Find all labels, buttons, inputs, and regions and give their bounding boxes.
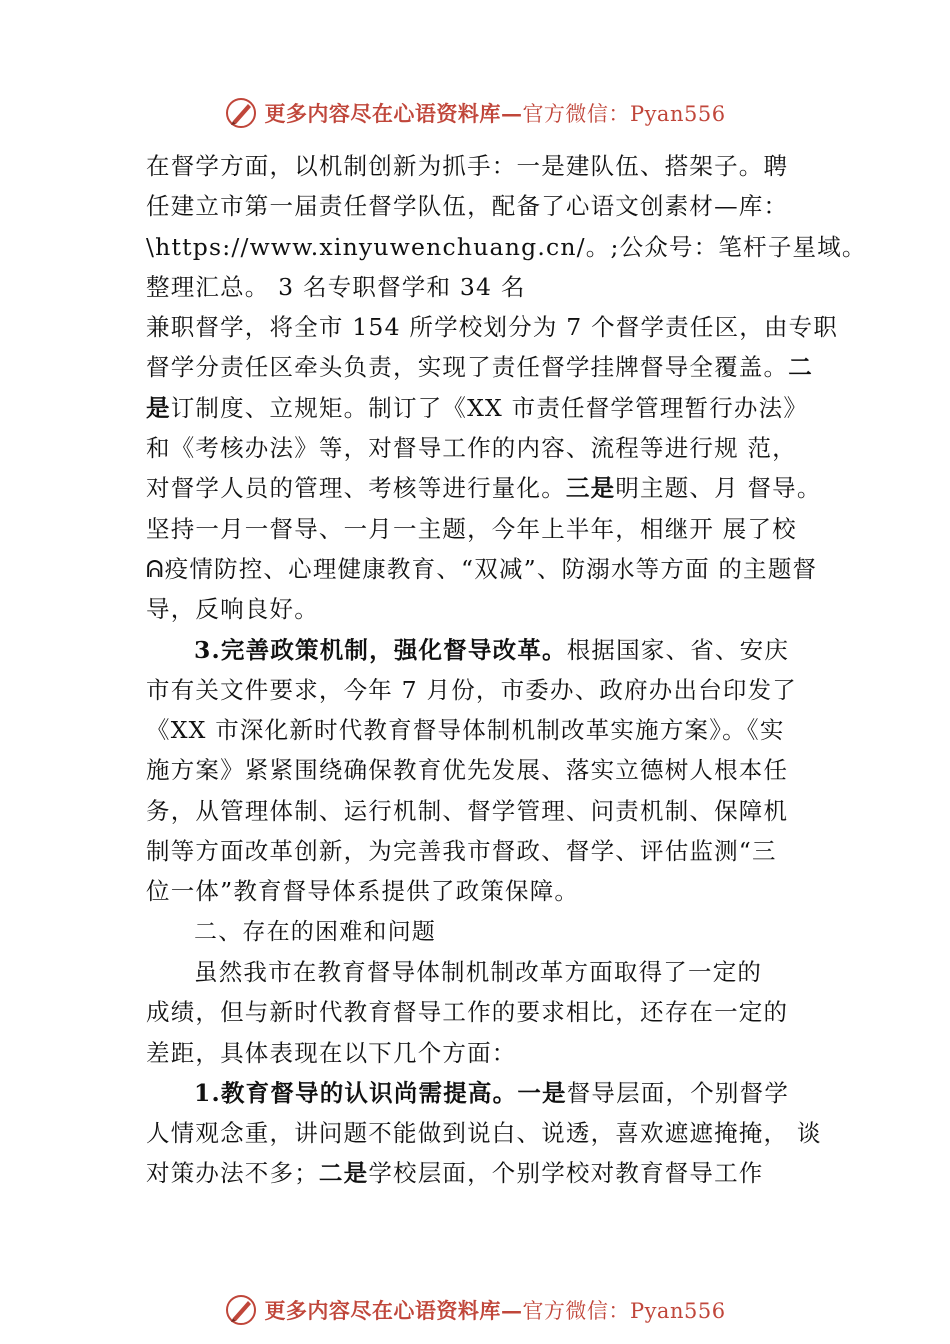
text-run: 市有关文件要求，今年 7 月份，市委办、政府办出台印发了	[146, 675, 797, 704]
text-run: 在督学方面，以机制创新为抓手：一是建队伍、搭架子。聘	[146, 152, 789, 180]
banner-brand: 更多内容尽在心语资料库	[264, 1298, 501, 1323]
bold-run: 三是	[565, 474, 616, 503]
text-line	[146, 871, 846, 911]
header-banner	[0, 93, 950, 133]
text-line	[146, 146, 846, 186]
bold-run: 是	[146, 393, 171, 422]
banner-wechat-id: Pyan556	[629, 1299, 726, 1323]
text-line	[146, 1033, 846, 1073]
text-run: 根据国家、省、安庆	[566, 635, 790, 664]
text-line	[146, 1113, 846, 1153]
text-run: 督学分责任区牵头负责，实现了责任督学挂牌督导全覆盖。	[146, 353, 789, 382]
text-line	[146, 468, 846, 508]
text-line	[146, 952, 846, 992]
text-run: 对策办法不多；	[146, 1159, 319, 1188]
text-line	[146, 549, 846, 589]
text-run: 《XX 市深化新时代教育督导体制机制改革实施方案》。《实	[146, 716, 785, 745]
text-line	[146, 267, 846, 307]
text-line	[146, 630, 846, 670]
banner-brand: 更多内容尽在心语资料库	[264, 101, 501, 126]
text-run: 明主题、月 督导。	[615, 474, 822, 503]
pen-logo-icon	[224, 1293, 258, 1327]
text-run: 兼职督学，将全市 154 所学校划分为 7 个督学责任区，由专职	[146, 313, 839, 342]
text-line	[146, 307, 846, 347]
text-line	[146, 1153, 846, 1193]
text-run: 订制度、立规矩。制订了《XX 市责任督学管理暂行办法》	[170, 393, 809, 422]
text-run: 督导层面，个别督学	[566, 1078, 790, 1107]
text-line	[146, 589, 846, 629]
text-line	[146, 710, 846, 750]
text-line	[146, 1073, 846, 1113]
text-run: ᕱ疫情防控、心理健康教育、“双减”、防溺水等方面 的主题督	[146, 554, 818, 583]
section-heading	[146, 912, 846, 952]
text-run: 制等方面改革创新，为完善我市督政、督学、评估监测“三	[146, 837, 777, 866]
text-run: 整理汇总。 3 名专职督学和 34 名	[146, 272, 526, 301]
bold-run: 3.完善政策机制，强化督导改革。	[194, 635, 567, 664]
pen-logo-icon	[224, 96, 258, 130]
text-line	[146, 509, 846, 549]
text-run: 施方案》紧紧围绕确保教育优先发展、落实立德树人根本任	[146, 756, 789, 785]
text-run: 务，从管理体制、运行机制、督学管理、问责机制、保障机	[146, 796, 789, 825]
text-line	[146, 670, 846, 710]
text-run: \https://www.xinyuwenchuang.cn/。;公众号：笔杆子星域。	[146, 232, 867, 261]
text-line	[146, 227, 867, 267]
document-body	[146, 146, 867, 1194]
bold-run: 二	[788, 353, 813, 382]
text-run: 人情观念重，讲问题不能做到说白、说透，喜欢遮遮掩掩， 谈	[146, 1119, 822, 1148]
text-line	[146, 791, 846, 831]
banner-wechat-label: 官方微信：	[522, 102, 630, 126]
text-run: 差距，具体表现在以下几个方面：	[146, 1038, 517, 1067]
text-run: 对督学人员的管理、考核等进行量化。	[146, 474, 566, 503]
banner-text	[264, 1295, 725, 1325]
banner-dash: —	[500, 1298, 523, 1323]
text-run: 虽然我市在教育督导体制机制改革方面取得了一定的	[194, 957, 763, 986]
banner-wechat-label: 官方微信：	[522, 1299, 630, 1323]
text-line	[146, 347, 846, 387]
text-line	[146, 428, 846, 468]
text-run: 成绩，但与新时代教育督导工作的要求相比，还存在一定的	[146, 998, 789, 1027]
text-run: 导，反响良好。	[146, 595, 319, 624]
banner-wechat-id: Pyan556	[629, 102, 726, 126]
banner-text	[264, 98, 725, 128]
bold-run: 二是	[318, 1159, 369, 1188]
text-line	[146, 186, 846, 226]
text-run: 学校层面，个别学校对教育督导工作	[368, 1159, 764, 1188]
text-run: 坚持一月一督导、一月一主题，今年上半年，相继开 展了校	[146, 514, 797, 543]
text-line	[146, 750, 846, 790]
text-run: 位一体”教育督导体系提供了政策保障。	[146, 877, 580, 906]
text-line	[146, 992, 846, 1032]
text-line	[146, 388, 846, 428]
text-run: 和《考核办法》等，对督导工作的内容、流程等进行规 范，	[146, 434, 797, 463]
bold-run: 1.教育督导的认识尚需提高。一是	[194, 1078, 567, 1107]
text-run: 任建立市第一届责任督学队伍，配备了心语文创素材—库：	[146, 192, 789, 221]
footer-banner	[0, 1290, 950, 1330]
text-line	[146, 831, 846, 871]
banner-dash: —	[500, 101, 523, 126]
text-run: 二、存在的困难和问题	[194, 918, 436, 945]
